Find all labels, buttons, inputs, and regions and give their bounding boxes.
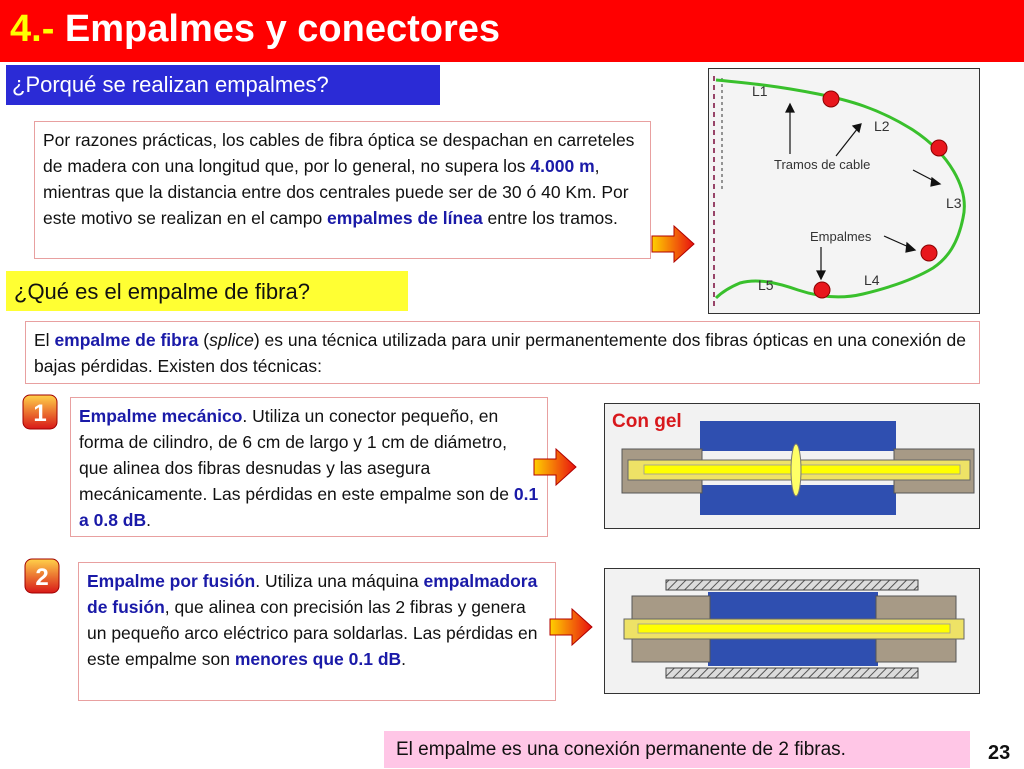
badge-1-icon — [22, 394, 58, 430]
fusion-loss-value: menores que 0.1 dB — [234, 649, 402, 669]
label-cable-sections: Tramos de cable — [774, 157, 871, 172]
mechanical-splice-paragraph — [70, 397, 548, 537]
badge-1-number: 1 — [33, 400, 47, 427]
label-l1: L1 — [752, 83, 768, 99]
fusion-splice-image — [604, 568, 980, 694]
label-l5: L5 — [758, 277, 774, 293]
question-why-splices: ¿Porqué se realizan empalmes? — [6, 65, 440, 105]
right-arrow-icon — [532, 447, 578, 487]
mechanical-splice-name: Empalme mecánico — [79, 406, 243, 426]
text-run: Por razones prácticas, los cables de fibra óptica se despachan en carreteles de madera con una longitud que, por lo general, no supera los — [43, 130, 635, 176]
right-arrow-icon — [650, 224, 696, 264]
text-run: . Utiliza un conector pequeño, en forma de cilindro, de 6 cm de largo y 1 cm de diámetro, que alinea dos fibras desnudas y las asegura mecánicamente. Las pérdidas en este empalme son de — [79, 406, 514, 504]
mechanical-splice-image — [604, 403, 980, 529]
label-splices: Empalmes — [810, 229, 872, 244]
text-run: ( — [198, 330, 210, 350]
why-splices-paragraph — [34, 121, 651, 259]
text-run: El — [34, 330, 55, 350]
label-l3: L3 — [946, 195, 962, 211]
splice-point — [931, 140, 947, 156]
text-run: ) es una técnica utilizada para unir permanentemente dos fibras ópticas en una conexión de bajas pérdidas. Existen dos técnicas: — [34, 330, 966, 376]
cable-sections-diagram — [708, 68, 980, 314]
fusion-machine-name: empalmadora de fusión — [87, 571, 538, 617]
splice-definition-paragraph — [25, 321, 980, 384]
highlight-length: 4.000 m — [530, 156, 595, 176]
text-run: entre los tramos. — [482, 208, 618, 228]
label-l4: L4 — [864, 272, 880, 288]
fusion-splice-paragraph — [78, 562, 556, 701]
splice-point — [814, 282, 830, 298]
text-run: . Utiliza una máquina — [255, 571, 424, 591]
splice-point — [921, 245, 937, 261]
text-run: , mientras que la distancia entre dos centrales puede ser de 30 ó 40 Km. Por este motivo se realizan en el campo — [43, 156, 629, 228]
highlight-line-splices: empalmes de línea — [327, 208, 483, 228]
mechanical-loss-value: 0.1 a 0.8 dB — [79, 484, 539, 530]
question-what-is-splice: ¿Qué es el empalme de fibra? — [6, 271, 408, 311]
page-title — [10, 8, 500, 51]
right-arrow-icon — [548, 607, 594, 647]
splice-point — [823, 91, 839, 107]
badge-2-number: 2 — [35, 564, 49, 591]
title-number: 4.- — [10, 8, 55, 50]
permanent-connection-note: El empalme es una conexión permanente de 2 fibras. — [384, 731, 970, 768]
page-number: 23 — [988, 742, 1011, 764]
text-run: . — [401, 649, 407, 669]
fusion-splice-name: Empalme por fusión — [87, 571, 256, 591]
label-l2: L2 — [874, 118, 890, 134]
badge-2-icon — [24, 558, 60, 594]
title-label: Empalmes y conectores — [64, 8, 501, 50]
gel-label: Con gel — [612, 411, 682, 432]
italic-splice: splice — [209, 330, 254, 350]
highlight-fiber-splice: empalme de fibra — [54, 330, 199, 350]
text-run: , que alinea con precisión las 2 fibras y genera un pequeño arco eléctrico para soldarlas. Las pérdidas en este empalme son — [87, 597, 538, 669]
text-run: . — [146, 510, 151, 530]
